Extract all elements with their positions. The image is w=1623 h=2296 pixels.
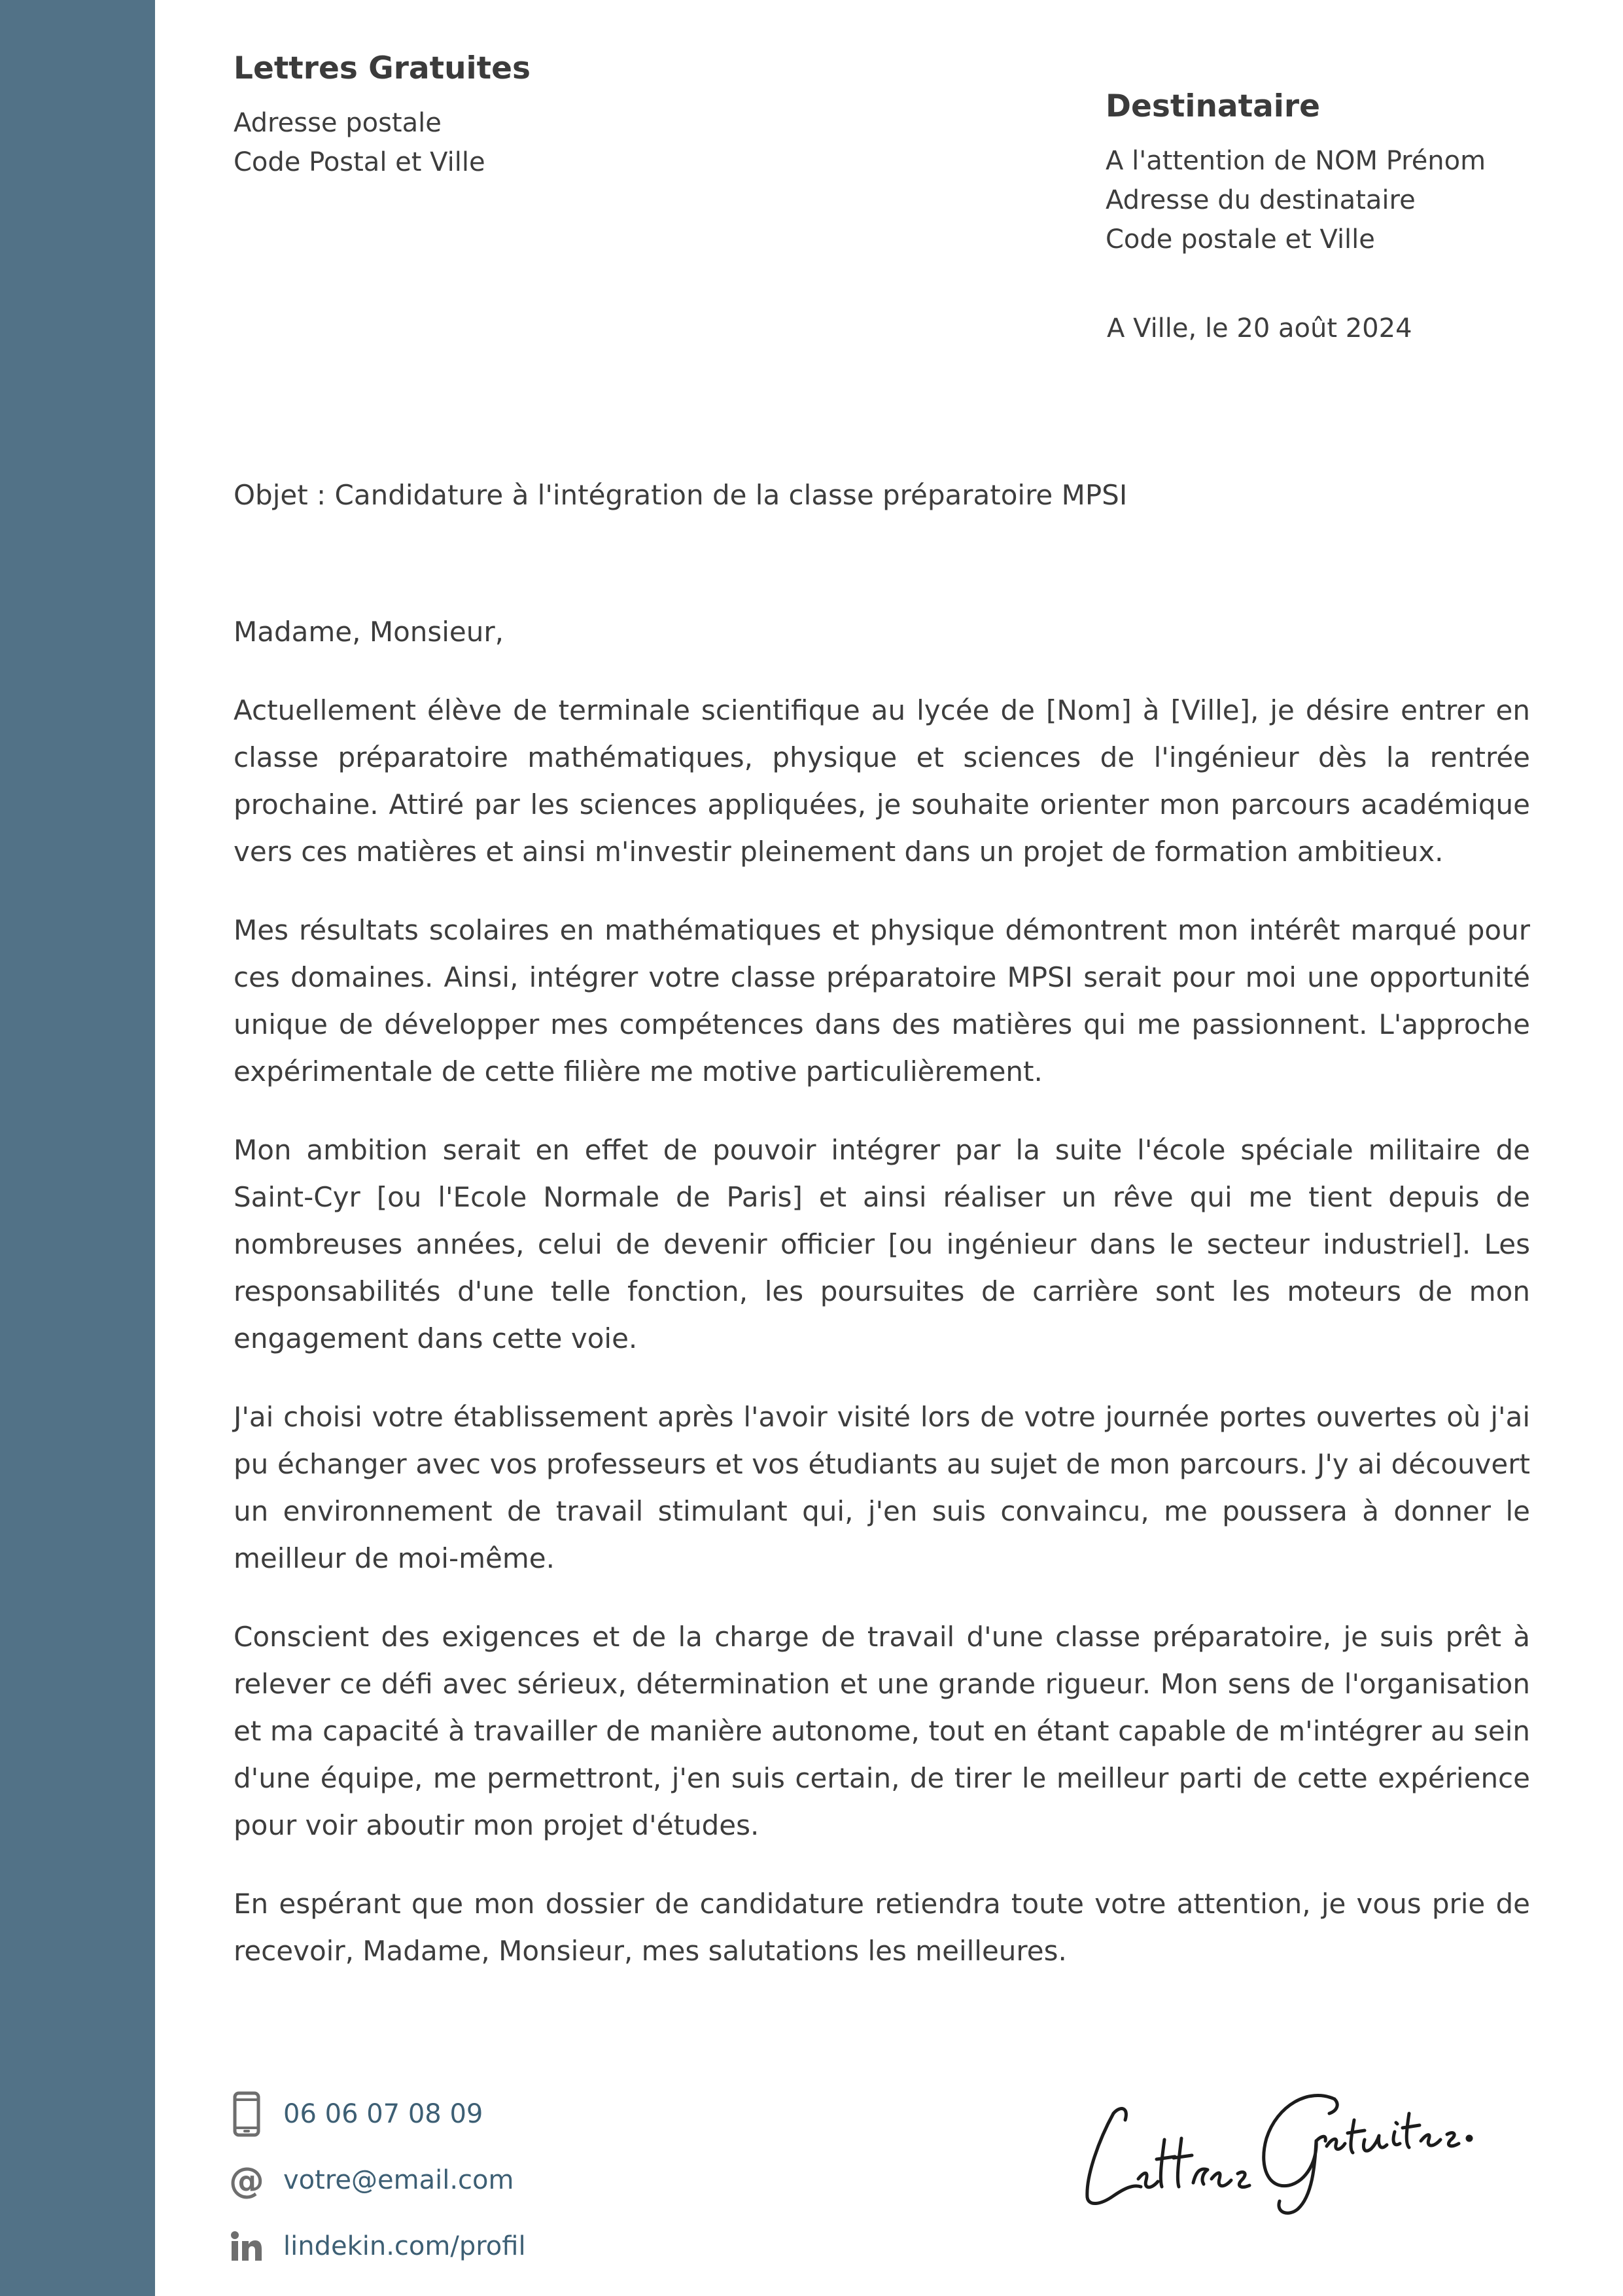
linkedin-url[interactable]: lindekin.com/profil bbox=[283, 2231, 526, 2261]
letter-body bbox=[234, 687, 1530, 2006]
recipient-address: Adresse du destinataire bbox=[1106, 185, 1416, 215]
email-address[interactable]: votre@email.com bbox=[283, 2165, 514, 2195]
sender-city: Code Postal et Ville bbox=[234, 147, 485, 177]
subject-line: Objet : Candidature à l'intégration de la classe préparatoire MPSI bbox=[234, 479, 1128, 511]
at-icon: @ bbox=[229, 2159, 264, 2201]
paragraph: Mes résultats scolaires en mathématiques et physique démontrent mon intérêt marqué pour ces domaines. Ainsi, intégrer votre classe préparatoire MPSI serait pour moi une opportunité unique de développer mes compétences dans des matières qui me passionnent. L'approche expérimentale de cette filière me motive particulièrement. bbox=[234, 914, 1530, 1087]
paragraph: En espérant que mon dossier de candidature retiendra toute votre attention, je vous prie de recevoir, Madame, Monsieur, mes salutations les meilleures. bbox=[234, 1888, 1530, 1967]
recipient-title: Destinataire bbox=[1106, 88, 1320, 124]
paragraph: Mon ambition serait en effet de pouvoir intégrer par la suite l'école spéciale militaire de Saint-Cyr [ou l'Ecole Normale de Paris] et ainsi réaliser un rêve qui me tient depuis de nombreuses années, celui de devenir officier [ou ingénieur dans le secteur industriel]. Les responsabilités d'une telle fonction, les poursuites de carrière sont les moteurs de mon engagement dans cette voie. bbox=[234, 1134, 1530, 1354]
contact-linkedin bbox=[227, 2223, 526, 2270]
linkedin-icon bbox=[227, 2223, 266, 2270]
contact-block bbox=[227, 2091, 526, 2289]
paragraph: J'ai choisi votre établissement après l'avoir visité lors de votre journée portes ouvertes où j'ai pu échanger avec vos professeurs et vos étudiants au sujet de mon parcours. J'y ai découvert un environnement de travail stimulant qui, j'en suis convaincu, me poussera à donner le meilleur de moi-même. bbox=[234, 1401, 1530, 1574]
contact-phone bbox=[227, 2091, 526, 2138]
sender-address: Adresse postale bbox=[234, 108, 442, 138]
handwritten-signature bbox=[1073, 2068, 1478, 2221]
sender-block bbox=[234, 46, 531, 182]
phone-number[interactable]: 06 06 07 08 09 bbox=[283, 2099, 483, 2129]
side-color-band bbox=[0, 0, 155, 2296]
phone-icon bbox=[227, 2091, 266, 2138]
paragraph: Conscient des exigences et de la charge de travail d'une classe préparatoire, je suis prêt à relever ce défi avec sérieux, détermination et une grande rigueur. Mon sens de l'organisation et ma capacité à travailler de manière autonome, tout en étant capable de m'intégrer au sein d'une équipe, me permettront, j'en suis certain, de tirer le meilleur parti de cette expérience pour voir aboutir mon projet d'études. bbox=[234, 1621, 1530, 1841]
sender-name: Lettres Gratuites bbox=[234, 50, 531, 86]
recipient-city: Code postale et Ville bbox=[1106, 224, 1375, 255]
date-line: A Ville, le 20 août 2024 bbox=[1107, 313, 1412, 344]
contact-email bbox=[227, 2157, 526, 2204]
salutation: Madame, Monsieur, bbox=[234, 616, 504, 648]
recipient-attention: A l'attention de NOM Prénom bbox=[1106, 146, 1486, 176]
recipient-block bbox=[1106, 84, 1486, 259]
paragraph: Actuellement élève de terminale scientifique au lycée de [Nom] à [Ville], je désire entrer en classe préparatoire mathématiques, physique et sciences de l'ingénieur dès la rentrée prochaine. Attiré par les sciences appliquées, je souhaite orienter mon parcours académique vers ces matières et ainsi m'investir pleinement dans un projet de formation ambitieux. bbox=[234, 694, 1530, 868]
